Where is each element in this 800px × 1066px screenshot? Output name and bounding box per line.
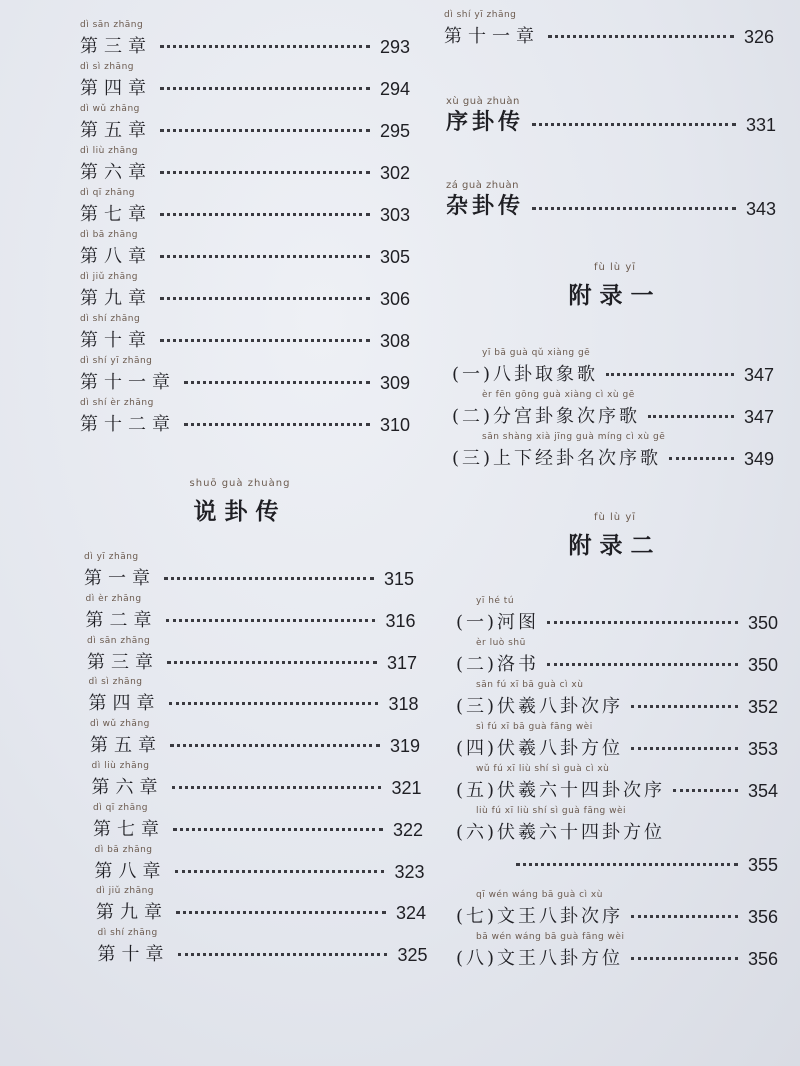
entry-page: 318 <box>388 694 419 715</box>
entry-title: 第五章 <box>90 735 162 757</box>
dot-leader <box>606 373 734 376</box>
dot-leader <box>175 870 385 873</box>
entry-title: (六)伏羲六十四卦方位 <box>456 822 666 843</box>
entry-title: 第七章 <box>93 818 165 840</box>
entry-title: 第十二章 <box>80 414 176 435</box>
entry-page: 324 <box>395 903 426 924</box>
entry-page: 315 <box>383 569 414 589</box>
toc-entry[interactable] <box>96 886 426 926</box>
dot-leader <box>176 911 386 914</box>
entry-title: 第四章 <box>88 693 161 715</box>
entry-page: 354 <box>747 781 778 801</box>
entry-title: (七)文王八卦次序 <box>456 906 624 927</box>
toc-entry[interactable] <box>456 932 778 972</box>
entry-title: 杂卦传 <box>446 193 525 219</box>
entry-pinyin: bā wén wáng bā guà fāng wèi <box>476 932 625 942</box>
toc-entry[interactable] <box>84 552 414 592</box>
entry-title: 第八章 <box>94 860 167 882</box>
entry-pinyin: dì qī zhāng <box>93 802 149 813</box>
toc-entry[interactable] <box>456 890 778 930</box>
toc-entry[interactable] <box>95 845 425 885</box>
toc-entry-za-gua[interactable] <box>446 180 776 220</box>
dot-leader <box>547 621 738 624</box>
entry-pinyin: sān fú xī bā guà cì xù <box>476 680 584 690</box>
toc-entry[interactable] <box>452 390 774 430</box>
entry-pinyin: dì sān zhāng <box>87 635 151 646</box>
entry-page: 331 <box>745 115 776 135</box>
section-heading-appendix-1 <box>545 262 685 310</box>
entry-pinyin: dì shí yī zhāng <box>444 10 517 20</box>
entry-title: 第三章 <box>87 651 159 673</box>
entry-title: (三)伏羲八卦次序 <box>456 696 624 717</box>
dot-leader <box>673 789 738 792</box>
toc-entry[interactable] <box>456 722 778 762</box>
entry-pinyin: dì sān zhāng <box>80 20 144 30</box>
dot-leader <box>547 663 738 666</box>
entry-page: 321 <box>391 778 422 798</box>
entry-title: 第九章 <box>80 288 152 309</box>
toc-entry[interactable] <box>80 398 410 438</box>
entry-pinyin: wǔ fú xī liù shí sì guà cì xù <box>476 764 610 774</box>
entry-page: 350 <box>747 655 778 675</box>
entry-page: 306 <box>379 289 410 309</box>
entry-pinyin: èr fēn gōng guà xiàng cì xù gē <box>482 390 635 400</box>
entry-page: 319 <box>389 736 420 757</box>
entry-page: 322 <box>392 819 423 840</box>
dot-leader <box>631 747 738 750</box>
dot-leader <box>173 828 383 831</box>
toc-entry[interactable] <box>80 314 410 354</box>
entry-title: 序卦传 <box>446 109 525 135</box>
entry-page: 308 <box>379 331 410 351</box>
entry-pinyin: dì qī zhāng <box>80 188 136 198</box>
dot-leader <box>532 207 736 210</box>
dot-leader <box>532 123 736 126</box>
entry-page: 323 <box>394 861 425 882</box>
entry-title: 第三章 <box>80 36 152 57</box>
entry-page: 356 <box>747 949 778 969</box>
entry-title: (一)八卦取象歌 <box>452 364 599 385</box>
toc-entry[interactable] <box>90 719 420 759</box>
entry-title: 第七章 <box>80 204 152 225</box>
entry-title: 第八章 <box>80 246 152 267</box>
entry-title: (一)河图 <box>456 612 540 633</box>
entry-title: 第五章 <box>80 120 152 141</box>
toc-entry[interactable] <box>452 432 774 472</box>
toc-entry[interactable] <box>98 928 428 968</box>
toc-entry[interactable] <box>80 272 410 312</box>
section-heading-appendix-2 <box>545 512 685 560</box>
entry-pinyin: dì shí zhāng <box>97 928 158 939</box>
dot-leader <box>548 35 734 38</box>
entry-page: 316 <box>385 610 416 631</box>
toc-entry[interactable] <box>92 761 422 801</box>
entry-pinyin: dì liù zhāng <box>91 761 150 771</box>
section-heading-shuo-gua <box>170 478 310 526</box>
entry-title: 第一章 <box>84 568 156 589</box>
dot-leader <box>669 457 734 460</box>
dot-leader <box>169 702 379 705</box>
entry-page: 352 <box>747 697 778 717</box>
entry-title: 第十章 <box>80 330 152 351</box>
entry-page: 294 <box>379 79 410 99</box>
entry-pinyin: yī bā guà qǔ xiàng gē <box>482 348 591 358</box>
heading-title: 附录一 <box>568 282 662 309</box>
toc-entry[interactable] <box>80 20 410 60</box>
entry-pinyin: sì fú xī bā guà fāng wèi <box>476 722 593 732</box>
entry-page: 303 <box>379 205 410 225</box>
entry-page: 325 <box>397 945 428 966</box>
heading-pinyin: shuō guà zhuàng <box>189 478 291 489</box>
entry-page: 353 <box>747 739 778 759</box>
entry-title: (八)文王八卦方位 <box>456 948 624 969</box>
dot-leader <box>160 339 370 342</box>
entry-page: 349 <box>743 449 774 469</box>
entry-page: 310 <box>379 415 410 435</box>
toc-entry[interactable] <box>86 594 416 634</box>
entry-pinyin: dì jiǔ zhāng <box>96 886 155 897</box>
toc-entry[interactable] <box>456 596 778 636</box>
dot-leader <box>170 744 380 747</box>
entry-page: 343 <box>745 199 776 219</box>
toc-entry[interactable] <box>456 638 778 678</box>
entry-pinyin: dì shí yī zhāng <box>80 356 153 366</box>
toc-entry[interactable] <box>80 230 410 270</box>
entry-title: 第十一章 <box>444 26 540 47</box>
entry-page: 317 <box>386 652 417 673</box>
entry-page: 305 <box>379 247 410 267</box>
dot-leader <box>167 661 377 664</box>
toc-entry[interactable] <box>444 10 774 50</box>
toc-entry[interactable] <box>93 803 423 843</box>
toc-entry[interactable] <box>89 677 419 717</box>
entry-pinyin: zá guà zhuàn <box>446 180 519 191</box>
dot-leader <box>648 415 734 418</box>
entry-title: (四)伏羲八卦方位 <box>456 738 624 759</box>
dot-leader <box>160 87 370 90</box>
dot-leader <box>184 381 370 384</box>
dot-leader <box>164 577 374 580</box>
dot-leader <box>160 45 370 48</box>
entry-pinyin: dì sì zhāng <box>88 677 143 688</box>
dot-leader <box>160 129 370 132</box>
entry-page: 350 <box>747 613 778 633</box>
toc-entry[interactable] <box>80 62 410 102</box>
entry-page: 355 <box>747 855 778 875</box>
toc-entry[interactable] <box>80 146 410 186</box>
dot-leader <box>160 213 370 216</box>
entry-page: 326 <box>743 27 774 47</box>
dot-leader <box>631 915 738 918</box>
entry-title: (二)洛书 <box>456 654 540 675</box>
entry-page: 347 <box>743 365 774 385</box>
entry-pinyin: dì wǔ zhāng <box>80 104 140 114</box>
heading-title: 附录二 <box>568 532 662 559</box>
toc-entry[interactable] <box>456 680 778 720</box>
entry-pinyin: yī hé tú <box>476 596 515 606</box>
entry-page: 302 <box>379 163 410 183</box>
entry-page: 347 <box>743 407 774 427</box>
entry-pinyin: dì jiǔ zhāng <box>80 272 139 282</box>
entry-pinyin: dì shí zhāng <box>80 314 141 324</box>
entry-pinyin: dì sì zhāng <box>80 62 134 72</box>
entry-title: 第六章 <box>80 162 152 183</box>
entry-page: 309 <box>379 373 410 393</box>
entry-pinyin: dì wǔ zhāng <box>90 719 150 730</box>
entry-page: 295 <box>379 121 410 141</box>
toc-entry[interactable] <box>452 348 774 388</box>
entry-pinyin: èr luò shū <box>476 638 526 648</box>
toc-entry[interactable] <box>80 356 410 396</box>
entry-page: 356 <box>747 907 778 927</box>
dot-leader <box>166 619 376 622</box>
entry-pinyin: dì yī zhāng <box>84 552 139 562</box>
entry-pinyin: dì bā zhāng <box>94 844 153 855</box>
toc-entry[interactable] <box>87 636 417 676</box>
entry-pinyin: dì bā zhāng <box>80 230 139 240</box>
entry-title: (五)伏羲六十四卦次序 <box>456 780 666 801</box>
entry-pinyin: sān shàng xià jīng guà míng cì xù gē <box>482 432 666 442</box>
toc-entry[interactable] <box>80 188 410 228</box>
entry-title: 第九章 <box>96 902 168 924</box>
entry-pinyin: dì èr zhāng <box>85 593 142 604</box>
dot-leader <box>160 171 370 174</box>
entry-title: 第二章 <box>85 609 158 631</box>
dot-leader <box>631 957 738 960</box>
dot-leader <box>516 863 738 866</box>
heading-pinyin: fù lù yī <box>593 512 637 523</box>
entry-title: 第四章 <box>80 78 152 99</box>
toc-entry[interactable] <box>80 104 410 144</box>
entry-page: 293 <box>379 37 410 57</box>
entry-pinyin: dì shí èr zhāng <box>80 398 154 408</box>
dot-leader <box>160 297 370 300</box>
entry-pinyin: liù fú xī liù shí sì guà fāng wèi <box>476 806 627 816</box>
dot-leader <box>631 705 738 708</box>
entry-pinyin: dì liù zhāng <box>80 146 139 156</box>
toc-entry[interactable] <box>456 764 778 804</box>
dot-leader <box>160 255 370 258</box>
entry-pinyin: qī wén wáng bā guà cì xù <box>476 890 603 900</box>
entry-title: (三)上下经卦名次序歌 <box>452 448 662 469</box>
heading-title: 说卦传 <box>193 498 287 525</box>
entry-title: 第十一章 <box>80 372 176 393</box>
entry-pinyin: xù guà zhuàn <box>446 96 520 107</box>
entry-title: (二)分宫卦象次序歌 <box>452 406 641 427</box>
dot-leader <box>184 423 370 426</box>
dot-leader <box>172 786 382 789</box>
entry-title: 第六章 <box>91 777 164 798</box>
toc-entry[interactable] <box>456 806 778 875</box>
dot-leader <box>178 953 388 956</box>
entry-title: 第十章 <box>97 944 170 966</box>
heading-pinyin: fù lù yī <box>593 262 637 273</box>
toc-entry-xu-gua[interactable] <box>446 96 776 136</box>
